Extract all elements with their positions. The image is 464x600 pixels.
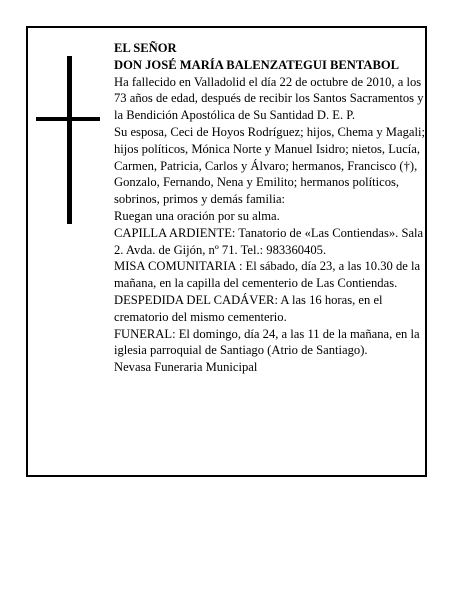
obituary-notice <box>26 26 427 477</box>
funeral-info: FUNERAL: El domingo, día 24, a las 11 de la mañana, en la iglesia parroquial de Santiago (Atrio de Santiago). <box>114 326 420 358</box>
prayer-request: Ruegan una oración por su alma. <box>114 208 280 223</box>
notice-heading-title: EL SEÑOR <box>114 41 177 55</box>
notice-text <box>114 40 426 376</box>
cross-vertical-bar <box>67 56 72 224</box>
deceased-name: DON JOSÉ MARÍA BALENZATEGUI BENTABOL <box>114 57 400 72</box>
mass-info: MISA COMUNITARIA : El sábado, día 23, a las 10.30 de la mañana, en la capilla del cementerio de Las Contiendas. DESPEDIDA DEL CADÁVER: A las 16 horas, en el crematorio del mismo cementerio. <box>114 259 421 324</box>
funeral-home-name: Nevasa Funeraria Municipal <box>114 360 258 375</box>
cross-icon <box>36 56 100 224</box>
death-announcement: Ha fallecido en Valladolid el día 22 de octubre de 2010, a los 73 años de edad, después de recibir los Santos Sacramentos y la Bendición Apostólica de Su Santidad D. E. P. <box>114 74 424 123</box>
family-list: Su esposa, Ceci de Hoyos Rodríguez; hijos, Chema y Magali; hijos políticos, Mónica Norte y Manuel Isidro; nietos, Lucía, Carmen, Patricia, Carlos y Álvaro; hermanos, Francisco (†), Gonzalo, Fernando, Nena y Emilito; hermanos políticos, sobrinos, primos y demás familia: <box>114 124 425 207</box>
funeral-chapel-info: CAPILLA ARDIENTE: Tanatorio de «Las Contiendas». Sala 2. Avda. de Gijón, nº 71. Tel.: 983360405. <box>114 225 424 257</box>
cross-horizontal-bar <box>36 117 100 121</box>
